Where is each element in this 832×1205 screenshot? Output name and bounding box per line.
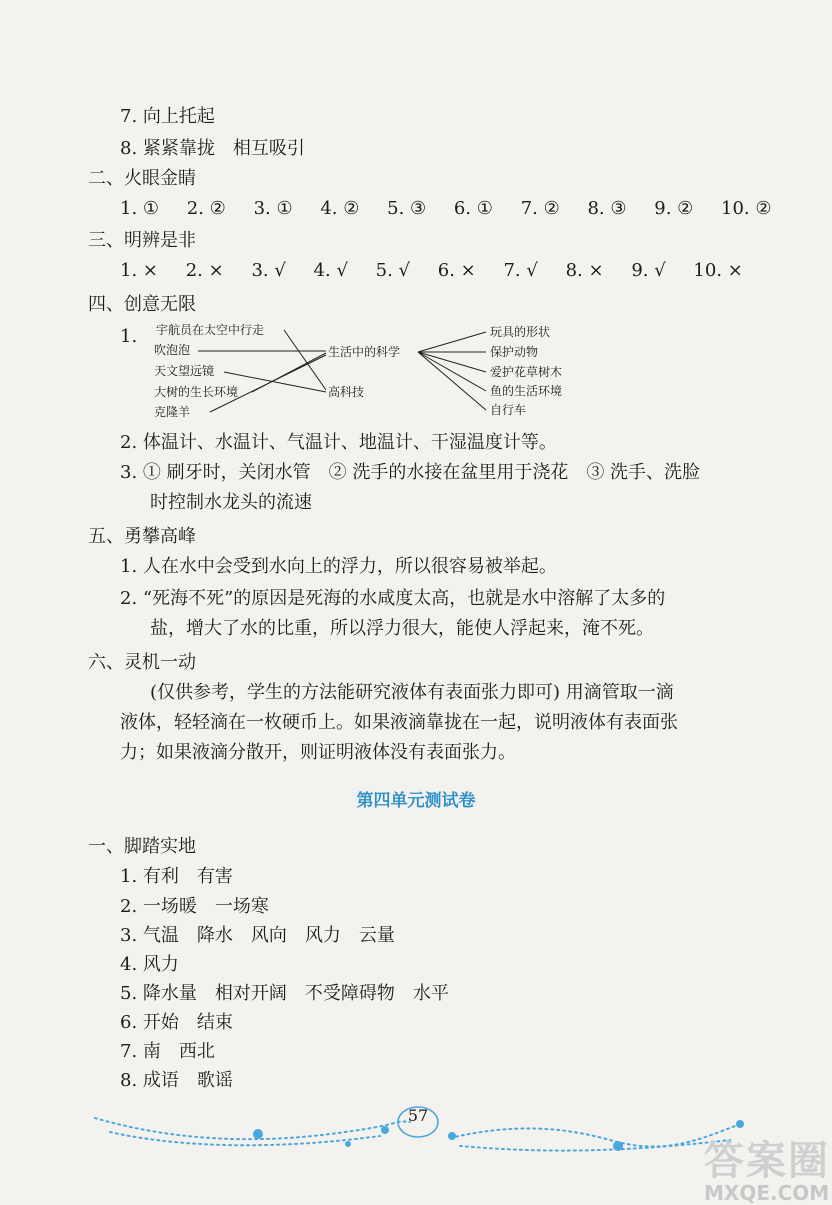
unit4-item: 5. 降水量 相对开阔 不受障碍物 水平 bbox=[120, 983, 449, 1004]
section5-item2-line2: 盐，增大了水的比重，所以浮力很大，能使人浮起来，淹不死。 bbox=[150, 618, 654, 639]
page-number: 57 bbox=[407, 1106, 429, 1125]
right-item: 玩具的形状 bbox=[490, 325, 551, 339]
section4-item2: 2. 体温计、水温计、气温计、地温计、干湿温度计等。 bbox=[120, 432, 557, 453]
unit4-item: 6. 开始 结束 bbox=[120, 1012, 233, 1033]
section4-item3-line2: 时控制水龙头的流速 bbox=[150, 492, 312, 513]
right-item: 爱护花草树木 bbox=[490, 365, 563, 379]
section2-title: 二、火眼金睛 bbox=[88, 168, 196, 189]
watermark-text: 答案圈 bbox=[704, 1138, 830, 1184]
watermark-logo bbox=[704, 1140, 830, 1204]
match-line bbox=[418, 352, 486, 391]
answer: 1. ① bbox=[120, 198, 160, 219]
answer: 1. × bbox=[120, 260, 158, 281]
answer: 9. √ bbox=[631, 260, 666, 281]
middle-item: 生活中的科学 bbox=[328, 345, 401, 359]
right-item: 自行车 bbox=[490, 403, 527, 417]
section4-item3-line1: 3. ① 刷牙时，关闭水管 ② 洗手的水接在盆里用于浇花 ③ 洗手、洗脸 bbox=[120, 462, 701, 483]
left-item: 吹泡泡 bbox=[154, 343, 191, 357]
unit4-item: 3. 气温 降水 风向 风力 云量 bbox=[120, 925, 395, 946]
answer: 4. √ bbox=[313, 260, 348, 281]
answer: 5. √ bbox=[375, 260, 411, 281]
left-item: 宇航员在太空中行走 bbox=[156, 323, 265, 337]
middle-item: 高科技 bbox=[328, 385, 365, 399]
top-item-7: 7. 向上托起 bbox=[120, 106, 215, 127]
section6-line3: 力；如果液滴分散开，则证明液体没有表面张力。 bbox=[120, 742, 516, 763]
section3-answers bbox=[120, 260, 743, 282]
left-item: 大树的生长环境 bbox=[154, 385, 239, 399]
section6-line2: 液体，轻轻滴在一枚硬币上。如果液滴靠拢在一起，说明液体有表面张 bbox=[120, 712, 678, 733]
section6-title: 六、灵机一动 bbox=[88, 652, 196, 673]
unit4-item: 4. 风力 bbox=[120, 954, 179, 975]
right-item: 鱼的生活环境 bbox=[490, 384, 563, 398]
answer: 7. ② bbox=[520, 198, 560, 219]
section4-title: 四、创意无限 bbox=[88, 294, 196, 315]
answer: 4. ② bbox=[320, 198, 360, 219]
section3-title: 三、明辨是非 bbox=[88, 230, 196, 251]
answer: 5. ③ bbox=[387, 198, 427, 219]
answer: 2. × bbox=[185, 260, 224, 281]
unit4-item: 1. 有利 有害 bbox=[120, 866, 233, 887]
unit4-item: 8. 成语 歌谣 bbox=[120, 1070, 233, 1091]
match-line bbox=[418, 332, 486, 352]
answer: 6. ① bbox=[453, 198, 493, 219]
unit4-section1-title: 一、脚踏实地 bbox=[88, 836, 196, 857]
answer: 3. √ bbox=[251, 260, 286, 281]
match-line bbox=[284, 330, 326, 390]
answer: 8. × bbox=[565, 260, 604, 281]
section2-answers bbox=[120, 198, 772, 220]
right-item: 保护动物 bbox=[490, 345, 539, 359]
section5-title: 五、勇攀高峰 bbox=[88, 526, 196, 547]
left-item: 克隆羊 bbox=[154, 405, 191, 419]
watermark-url: MXQE.COM bbox=[704, 1181, 830, 1205]
answer: 2. ② bbox=[186, 198, 226, 219]
unit4-item: 2. 一场暖 一场寒 bbox=[120, 896, 269, 917]
answer: 6. × bbox=[437, 260, 476, 281]
top-item-8: 8. 紧紧靠拢 相互吸引 bbox=[120, 138, 305, 159]
match-line bbox=[224, 372, 326, 392]
unit4-heading: 第四单元测试卷 bbox=[356, 791, 476, 811]
match-line bbox=[210, 355, 326, 412]
section5-item1: 1. 人在水中会受到水向上的浮力，所以很容易被举起。 bbox=[120, 556, 557, 577]
matching-diagram bbox=[140, 320, 600, 422]
unit4-item: 7. 南 西北 bbox=[120, 1041, 215, 1062]
section6-line1: (仅供参考，学生的方法能研究液体有表面张力即可) 用滴管取一滴 bbox=[150, 682, 674, 703]
answer: 10. × bbox=[693, 260, 743, 281]
answer: 7. √ bbox=[503, 260, 538, 281]
answer: 9. ② bbox=[654, 198, 694, 219]
section4-item1-number: 1. bbox=[120, 326, 138, 347]
match-line bbox=[418, 352, 486, 410]
section5-item2-line1: 2. “死海不死”的原因是死海的水咸度太高，也就是水中溶解了太多的 bbox=[120, 588, 666, 609]
left-item: 天文望远镜 bbox=[154, 364, 215, 378]
answer: 8. ③ bbox=[587, 198, 627, 219]
answer: 3. ① bbox=[253, 198, 293, 219]
answer: 10. ② bbox=[721, 198, 772, 219]
match-line bbox=[418, 352, 486, 372]
